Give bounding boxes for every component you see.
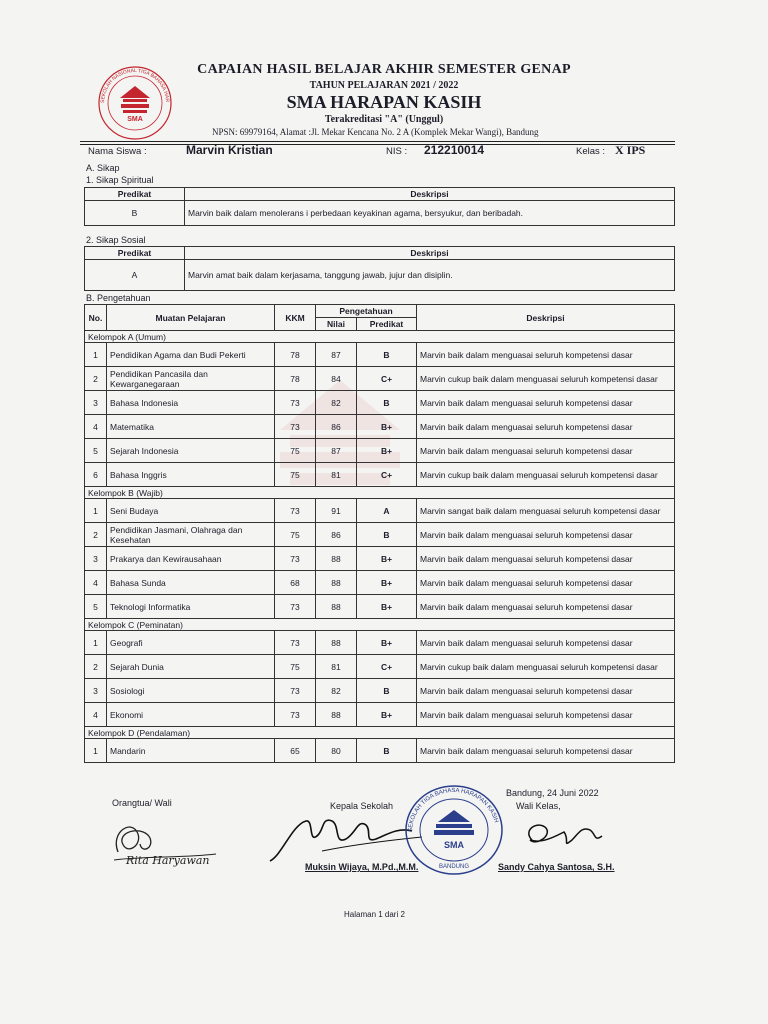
- sikap-sosial-table: [84, 246, 675, 291]
- spiritual-deskripsi: Marvin baik dalam menolerans i perbedaan keyakinan agama, bersyukur, dan beribadah.: [185, 201, 675, 226]
- table-row: [85, 523, 675, 547]
- row-predikat: C+: [357, 655, 417, 679]
- logo-text: SMA: [127, 116, 143, 123]
- group-name: Kelompok D (Pendalaman): [85, 727, 675, 739]
- row-no: 1: [85, 343, 107, 367]
- row-predikat: B: [357, 739, 417, 763]
- row-predikat: B: [357, 523, 417, 547]
- row-subject: Seni Budaya: [107, 499, 275, 523]
- row-kkm: 73: [275, 679, 316, 703]
- stamp-city: BANDUNG: [438, 864, 470, 870]
- nis-label: NIS :: [386, 146, 408, 157]
- row-subject: Sosiologi: [107, 679, 275, 703]
- class-label: Kelas :: [576, 146, 606, 157]
- row-nilai: 88: [316, 703, 357, 727]
- knowledge-table: [84, 304, 675, 763]
- row-kkm: 73: [275, 415, 316, 439]
- table-row: [85, 439, 675, 463]
- row-subject: Pendidikan Jasmani, Olahraga dan Kesehatan: [107, 523, 275, 547]
- col-deskripsi: Deskripsi: [185, 188, 675, 201]
- row-subject: Matematika: [107, 415, 275, 439]
- name-label: Nama Siswa :: [88, 146, 147, 157]
- row-predikat: A: [357, 499, 417, 523]
- row-subject: Pendidikan Agama dan Budi Pekerti: [107, 343, 275, 367]
- header-no: No.: [85, 305, 107, 331]
- col-predikat: Predikat: [85, 188, 185, 201]
- row-nilai: 88: [316, 571, 357, 595]
- row-deskripsi: Marvin baik dalam menguasai seluruh kompetensi dasar: [417, 439, 675, 463]
- sosial-predikat: A: [85, 260, 185, 291]
- row-kkm: 68: [275, 571, 316, 595]
- row-no: 5: [85, 595, 107, 619]
- row-predikat: C+: [357, 367, 417, 391]
- row-subject: Bahasa Indonesia: [107, 391, 275, 415]
- report-title: CAPAIAN HASIL BELAJAR AKHIR SEMESTER GENAP: [197, 62, 571, 77]
- accreditation: Terakreditasi "A" (Unggul): [324, 114, 444, 125]
- parent-signature: [104, 812, 224, 872]
- row-subject: Sejarah Dunia: [107, 655, 275, 679]
- row-deskripsi: Marvin baik dalam menguasai seluruh kompetensi dasar: [417, 391, 675, 415]
- row-nilai: 82: [316, 391, 357, 415]
- logo-ring-text: SEKOLAH NASIONAL TIGA BAHASA HAR: [99, 67, 171, 104]
- group-row: [85, 619, 675, 631]
- table-row: [85, 595, 675, 619]
- row-deskripsi: Marvin baik dalam menguasai seluruh kompetensi dasar: [417, 343, 675, 367]
- school-address: NPSN: 69979164, Alamat :Jl. Mekar Kencana No. 2 A (Komplek Mekar Wangi), Bandung: [212, 127, 539, 137]
- row-nilai: 80: [316, 739, 357, 763]
- table-row: [85, 499, 675, 523]
- header-predikat: Predikat: [357, 318, 417, 331]
- sikap-sosial-label: 2. Sikap Sosial: [86, 235, 146, 245]
- group-row: [85, 487, 675, 499]
- row-kkm: 75: [275, 523, 316, 547]
- row-subject: Prakarya dan Kewirausahaan: [107, 547, 275, 571]
- row-deskripsi: Marvin baik dalam menguasai seluruh kompetensi dasar: [417, 703, 675, 727]
- row-deskripsi: Marvin cukup baik dalam menguasai seluruh kompetensi dasar: [417, 655, 675, 679]
- row-no: 3: [85, 547, 107, 571]
- header-kkm: KKM: [275, 305, 316, 331]
- table-row: [85, 655, 675, 679]
- row-deskripsi: Marvin baik dalam menguasai seluruh kompetensi dasar: [417, 679, 675, 703]
- row-nilai: 82: [316, 679, 357, 703]
- row-subject: Sejarah Indonesia: [107, 439, 275, 463]
- group-name: Kelompok B (Wajib): [85, 487, 675, 499]
- sikap-spiritual-table: [84, 187, 675, 226]
- row-nilai: 81: [316, 463, 357, 487]
- row-deskripsi: Marvin baik dalam menguasai seluruh kompetensi dasar: [417, 523, 675, 547]
- row-nilai: 87: [316, 439, 357, 463]
- stamp-ring-text: SEKOLAH TIGA BAHASA HARAPAN KASIH: [407, 787, 499, 833]
- teacher-name: Sandy Cahya Santosa, S.H.: [498, 862, 615, 872]
- row-kkm: 75: [275, 463, 316, 487]
- sikap-title: A. Sikap: [86, 163, 120, 173]
- row-deskripsi: Marvin cukup baik dalam menguasai seluruh kompetensi dasar: [417, 367, 675, 391]
- row-no: 4: [85, 571, 107, 595]
- group-name: Kelompok C (Peminatan): [85, 619, 675, 631]
- table-row: [85, 391, 675, 415]
- row-deskripsi: Marvin baik dalam menguasai seluruh kompetensi dasar: [417, 571, 675, 595]
- table-row: [85, 463, 675, 487]
- table-row: [85, 739, 675, 763]
- row-no: 1: [85, 499, 107, 523]
- teacher-label: Wali Kelas,: [516, 801, 561, 811]
- table-row: [85, 343, 675, 367]
- row-kkm: 78: [275, 343, 316, 367]
- row-no: 4: [85, 703, 107, 727]
- row-nilai: 86: [316, 523, 357, 547]
- row-deskripsi: Marvin sangat baik dalam menguasai seluruh kompetensi dasar: [417, 499, 675, 523]
- header-muatan: Muatan Pelajaran: [107, 305, 275, 331]
- col-predikat: Predikat: [85, 247, 185, 260]
- row-kkm: 73: [275, 547, 316, 571]
- stamp-sub: SMA: [444, 840, 464, 850]
- row-predikat: B+: [357, 703, 417, 727]
- parent-label: Orangtua/ Wali: [112, 798, 172, 808]
- place-date: Bandung, 24 Juni 2022: [506, 788, 599, 798]
- row-kkm: 73: [275, 703, 316, 727]
- header-deskripsi: Deskripsi: [417, 305, 675, 331]
- row-predikat: B: [357, 391, 417, 415]
- row-nilai: 88: [316, 547, 357, 571]
- row-deskripsi: Marvin baik dalam menguasai seluruh kompetensi dasar: [417, 739, 675, 763]
- header-pengetahuan: Pengetahuan: [316, 305, 417, 318]
- row-no: 2: [85, 367, 107, 391]
- table-row: [85, 367, 675, 391]
- sikap-spiritual-label: 1. Sikap Spiritual: [86, 175, 154, 185]
- row-predikat: B: [357, 343, 417, 367]
- row-subject: Mandarin: [107, 739, 275, 763]
- row-no: 6: [85, 463, 107, 487]
- table-row: [85, 631, 675, 655]
- row-subject: Geografi: [107, 631, 275, 655]
- row-no: 2: [85, 523, 107, 547]
- row-no: 3: [85, 679, 107, 703]
- row-no: 3: [85, 391, 107, 415]
- row-nilai: 81: [316, 655, 357, 679]
- row-subject: Bahasa Inggris: [107, 463, 275, 487]
- row-kkm: 73: [275, 391, 316, 415]
- student-nis: 212210014: [424, 143, 485, 157]
- row-predikat: B+: [357, 547, 417, 571]
- row-nilai: 87: [316, 343, 357, 367]
- academic-year: TAHUN PELAJARAN 2021 / 2022: [309, 80, 459, 91]
- row-kkm: 73: [275, 499, 316, 523]
- row-nilai: 86: [316, 415, 357, 439]
- row-subject: Pendidikan Pancasila dan Kewarganegaraan: [107, 367, 275, 391]
- group-row: [85, 331, 675, 343]
- parent-name: Rita Haryawan: [126, 854, 210, 867]
- row-kkm: 78: [275, 367, 316, 391]
- col-deskripsi: Deskripsi: [185, 247, 675, 260]
- row-predikat: B+: [357, 439, 417, 463]
- table-row: [85, 415, 675, 439]
- pengetahuan-title: B. Pengetahuan: [86, 293, 151, 303]
- row-subject: Teknologi Informatika: [107, 595, 275, 619]
- table-row: [85, 547, 675, 571]
- school-name: SMA HARAPAN KASIH: [286, 92, 482, 112]
- row-kkm: 75: [275, 655, 316, 679]
- row-nilai: 88: [316, 595, 357, 619]
- row-kkm: 73: [275, 631, 316, 655]
- row-subject: Bahasa Sunda: [107, 571, 275, 595]
- row-nilai: 84: [316, 367, 357, 391]
- spiritual-predikat: B: [85, 201, 185, 226]
- row-deskripsi: Marvin cukup baik dalam menguasai seluruh kompetensi dasar: [417, 463, 675, 487]
- row-kkm: 65: [275, 739, 316, 763]
- student-class: X IPS: [615, 143, 646, 157]
- student-name: Marvin Kristian: [186, 143, 273, 157]
- row-predikat: B+: [357, 571, 417, 595]
- row-subject: Ekonomi: [107, 703, 275, 727]
- row-no: 4: [85, 415, 107, 439]
- table-row: [85, 571, 675, 595]
- table-row: [85, 703, 675, 727]
- row-nilai: 91: [316, 499, 357, 523]
- row-deskripsi: Marvin baik dalam menguasai seluruh kompetensi dasar: [417, 595, 675, 619]
- row-no: 1: [85, 739, 107, 763]
- row-predikat: C+: [357, 463, 417, 487]
- group-row: [85, 727, 675, 739]
- row-kkm: 73: [275, 595, 316, 619]
- row-deskripsi: Marvin baik dalam menguasai seluruh kompetensi dasar: [417, 415, 675, 439]
- principal-label: Kepala Sekolah: [330, 801, 394, 811]
- row-kkm: 75: [275, 439, 316, 463]
- row-nilai: 88: [316, 631, 357, 655]
- row-predikat: B+: [357, 595, 417, 619]
- row-deskripsi: Marvin baik dalam menguasai seluruh kompetensi dasar: [417, 547, 675, 571]
- row-deskripsi: Marvin baik dalam menguasai seluruh kompetensi dasar: [417, 631, 675, 655]
- row-no: 1: [85, 631, 107, 655]
- header-divider: [80, 141, 675, 145]
- row-no: 5: [85, 439, 107, 463]
- row-predikat: B+: [357, 631, 417, 655]
- page-number: Halaman 1 dari 2: [344, 910, 405, 919]
- row-predikat: B+: [357, 415, 417, 439]
- group-name: Kelompok A (Umum): [85, 331, 675, 343]
- table-row: [85, 679, 675, 703]
- sosial-deskripsi: Marvin amat baik dalam kerjasama, tanggung jawab, jujur dan disiplin.: [185, 260, 675, 291]
- principal-name: Muksin Wijaya, M.Pd.,M.M.: [305, 862, 419, 872]
- header-nilai: Nilai: [316, 318, 357, 331]
- row-no: 2: [85, 655, 107, 679]
- teacher-signature: [512, 810, 612, 860]
- row-predikat: B: [357, 679, 417, 703]
